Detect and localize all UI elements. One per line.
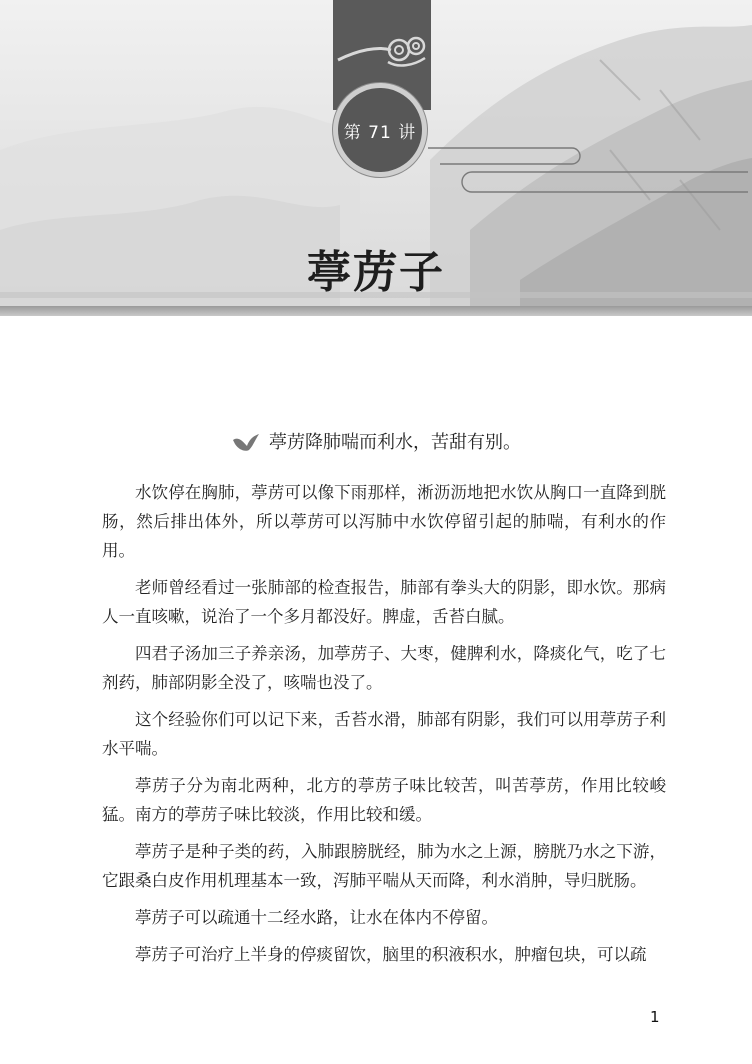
chapter-header <box>0 0 752 306</box>
lecture-number-badge <box>338 88 422 172</box>
lecture-label: 第 71 讲 <box>343 122 417 143</box>
body-text <box>102 478 666 969</box>
paragraph: 水饮停在胸肺，葶苈可以像下雨那样，淅沥沥地把水饮从胸口一直降到胱肠，然后排出体外，所以葶苈可以泻肺中水饮停留引起的肺喘，有利水的作用。 <box>102 483 666 560</box>
bird-icon <box>231 432 261 454</box>
paragraph: 葶苈子可以疏通十二经水路，让水在体内不停留。 <box>135 908 498 927</box>
chapter-tagline <box>0 428 752 454</box>
page-number: 1 <box>650 1008 660 1026</box>
paragraph: 葶苈子是种子类的药，入肺跟膀胱经，肺为水之上源，膀胱乃水之下游，它跟桑白皮作用机理基本一致，泻肺平喘从天而降，利水消肿，导归胱肠。 <box>102 842 666 890</box>
chapter-title: 葶苈子 <box>307 247 445 298</box>
tagline-text: 葶苈降肺喘而利水，苦甜有别。 <box>269 432 521 453</box>
paragraph: 这个经验你们可以记下来，舌苔水滑，肺部有阴影，我们可以用葶苈子利水平喘。 <box>102 710 666 758</box>
header-divider <box>0 306 752 316</box>
paragraph: 葶苈子分为南北两种，北方的葶苈子味比较苦，叫苦葶苈，作用比较峻猛。南方的葶苈子味比较淡，作用比较和缓。 <box>102 776 666 824</box>
paragraph: 四君子汤加三子养亲汤，加葶苈子、大枣，健脾利水，降痰化气，吃了七剂药，肺部阴影全没了，咳喘也没了。 <box>102 644 666 692</box>
paragraph: 葶苈子可治疗上半身的停痰留饮，脑里的积液积水，肿瘤包块，可以疏 <box>135 945 647 964</box>
paragraph: 老师曾经看过一张肺部的检查报告，肺部有拳头大的阴影，即水饮。那病人一直咳嗽，说治了一个多月都没好。脾虚，舌苔白腻。 <box>102 578 666 626</box>
